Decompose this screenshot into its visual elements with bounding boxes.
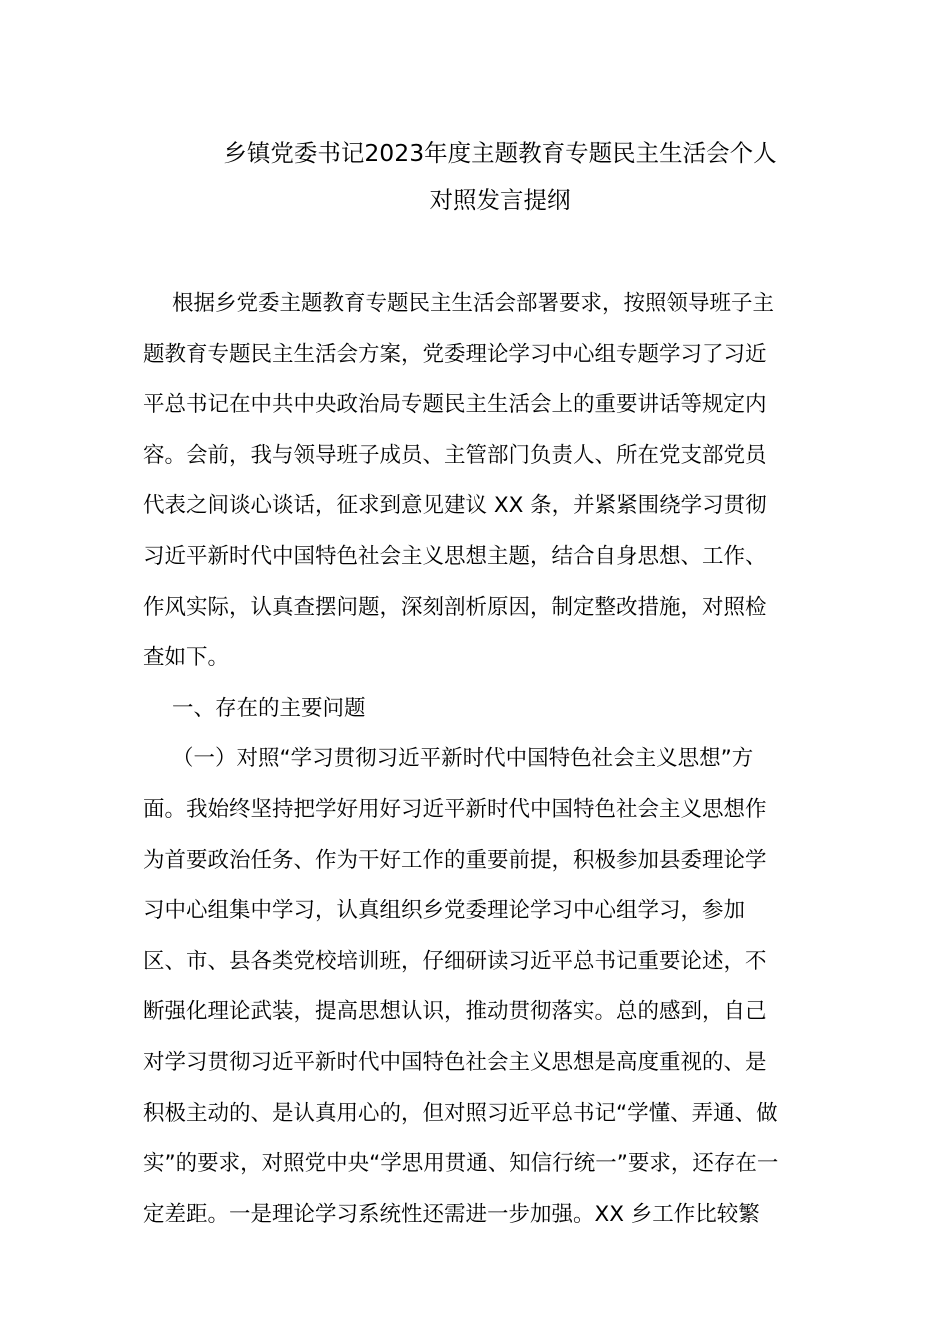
title-line: 乡镇党委书记2023年度主题教育专题民主生活会个人 [223, 139, 777, 167]
body-text-line: 作风实际，认真查摆问题，深刻剖析原因，制定整改措施，对照检 [143, 594, 767, 620]
body-text-line: 根据乡党委主题教育专题民主生活会部署要求，按照领导班子主 [172, 291, 775, 316]
body-text-line: 习近平新时代中国特色社会主义思想主题，结合自身思想、工作、 [143, 543, 767, 569]
body-text-line: 平总书记在中共中央政治局专题民主生活会上的重要讲话等规定内 [143, 392, 767, 418]
body-text-line: 查如下。 [143, 645, 230, 671]
body-text-line: 一、存在的主要问题 [172, 695, 366, 721]
title-line: 对照发言提纲 [429, 186, 571, 214]
body-text-line: 代表之间谈心谈话，征求到意见建议 XX 条，并紧紧围绕学习贯彻 [143, 493, 767, 519]
body-text-line: 面。我始终坚持把学好用好习近平新时代中国特色社会主义思想作 [143, 796, 767, 822]
body-text-line: 题教育专题民主生活会方案，党委理论学习中心组专题学习了习近 [143, 341, 767, 367]
body-text-line: 区、市、县各类党校培训班，仔细研读习近平总书记重要论述，不 [143, 948, 767, 974]
body-text-line: 容。会前，我与领导班子成员、主管部门负责人、所在党支部党员 [143, 442, 767, 468]
body-text-line: 积极主动的、是认真用心的，但对照习近平总书记“学懂、弄通、做 [143, 1100, 778, 1126]
body-text-line: 断强化理论武装，提高思想认识，推动贯彻落实。总的感到，自己 [143, 999, 767, 1025]
document-body [143, 279, 813, 1240]
document-title [120, 130, 880, 224]
body-text-line: 习中心组集中学习，认真组织乡党委理论学习中心组学习，参加 [143, 898, 746, 924]
body-text-line: 定差距。一是理论学习系统性还需进一步加强。XX 乡工作比较繁 [143, 1201, 760, 1227]
body-text-line: 为首要政治任务、作为干好工作的重要前提，积极参加县委理论学 [143, 847, 767, 873]
body-text-line: 实”的要求，对照党中央“学思用贯通、知信行统一”要求，还存在一 [143, 1151, 779, 1177]
body-text-line: （一）对照“学习贯彻习近平新时代中国特色社会主义思想”方 [172, 746, 754, 772]
body-text-line: 对学习贯彻习近平新时代中国特色社会主义思想是高度重视的、是 [143, 1049, 767, 1075]
